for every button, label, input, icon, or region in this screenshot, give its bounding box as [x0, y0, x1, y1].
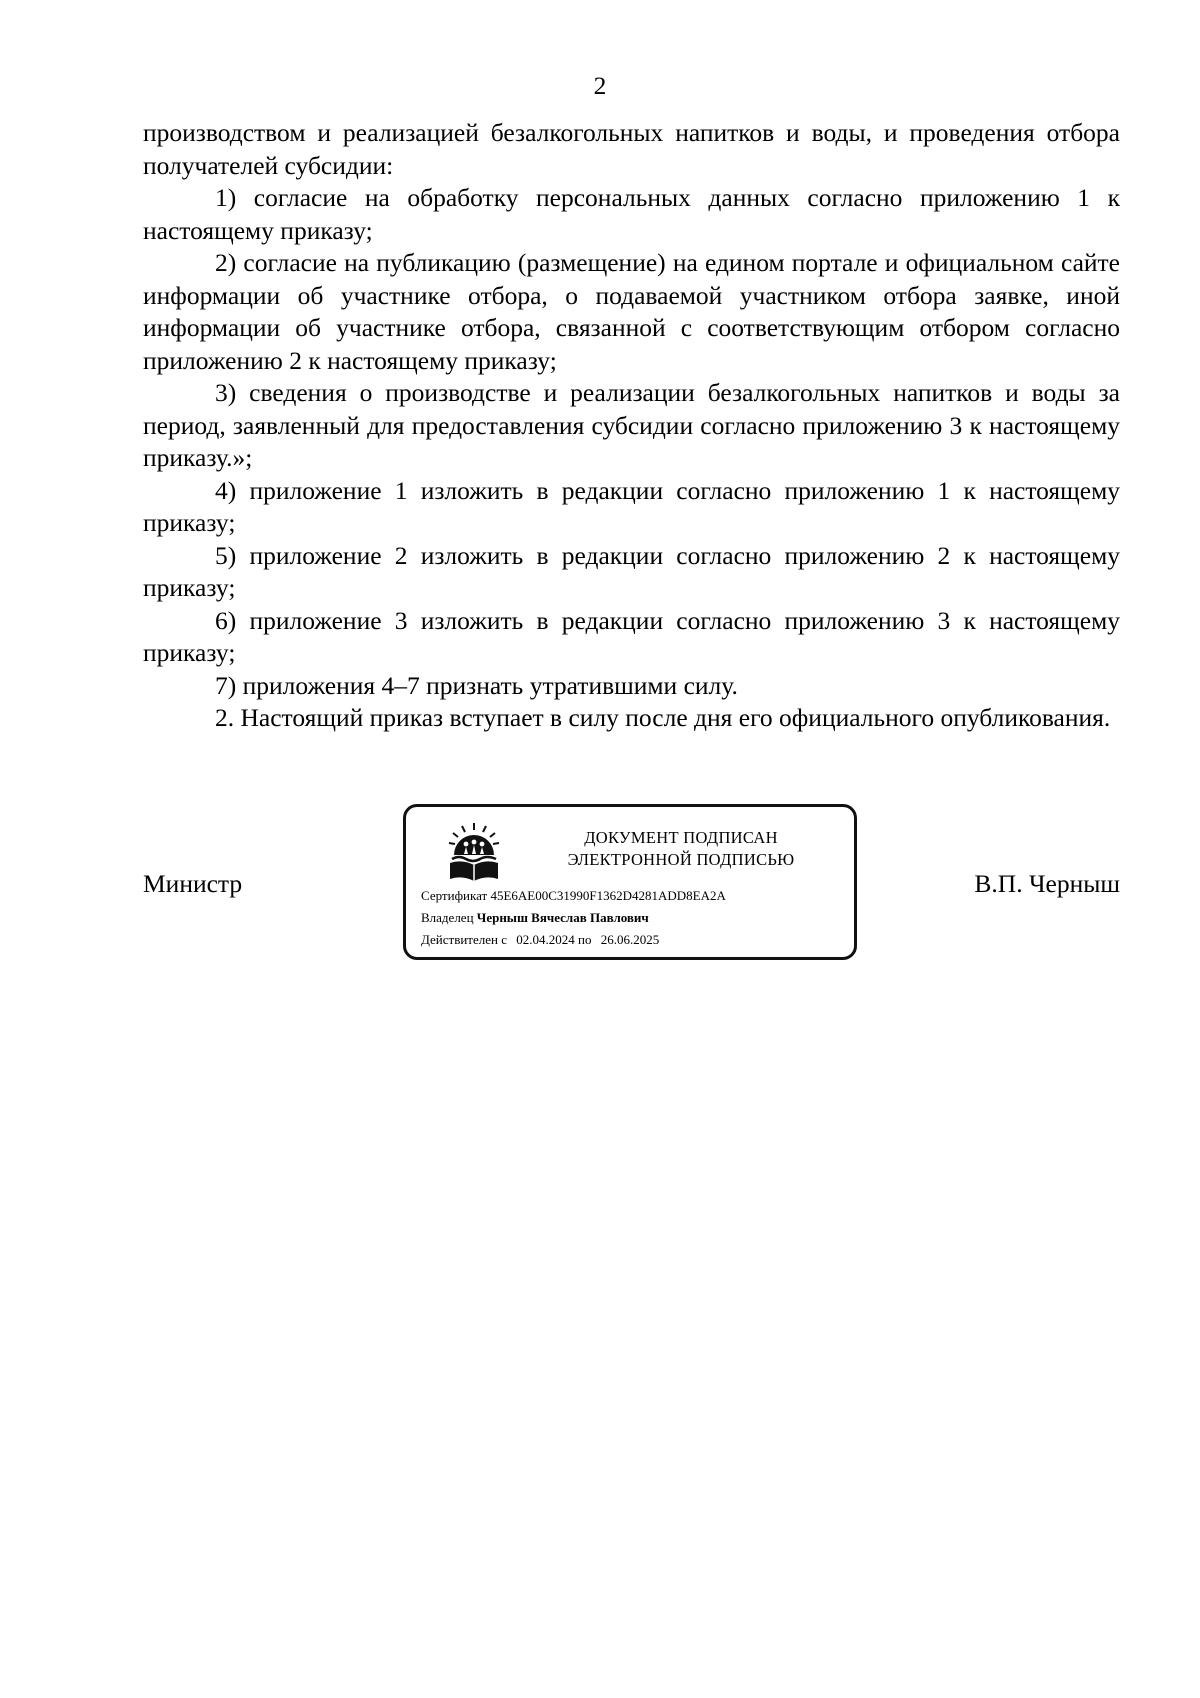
- paragraph: 6) приложение 3 изложить в редакции согласно приложению 3 к настоящему приказу;: [143, 605, 1120, 667]
- valid-label: Действителен с: [421, 932, 507, 947]
- stamp-title-line: ДОКУМЕНТ ПОДПИСАН: [584, 828, 778, 847]
- owner-label: Владелец: [421, 910, 474, 925]
- document-body: [143, 117, 1120, 735]
- owner-line: [421, 907, 851, 929]
- signature-block: [143, 804, 1120, 964]
- page-number: 2: [593, 71, 607, 100]
- valid-to: 26.06.2025: [600, 932, 660, 947]
- certificate-value: 45E6AE00C31990F1362D4281ADD8EA2A: [490, 888, 726, 903]
- paragraph: 7) приложения 4–7 признать утратившими силу.: [215, 670, 738, 700]
- valid-from: 02.04.2024: [516, 932, 575, 947]
- validity-line: [421, 929, 851, 951]
- coat-of-arms-icon: [444, 821, 504, 883]
- paragraph: 3) сведения о производстве и реализации безалкогольных напитков и воды за период, заявленный для предоставления субсидии согласно приложению 3 к настоящему приказу.»;: [143, 378, 1120, 472]
- paragraph: 4) приложение 1 изложить в редакции согласно приложению 1 к настоящему приказу;: [143, 475, 1120, 537]
- certificate-line: [421, 885, 851, 907]
- valid-to-label: по: [578, 932, 592, 947]
- paragraph: 1) согласие на обработку персональных данных согласно приложению 1 к настоящему приказу;: [143, 183, 1120, 245]
- paragraph: производством и реализацией безалкогольных напитков и воды, и проведения отбора получателей субсидии:: [143, 118, 1120, 180]
- certificate-label: Сертификат: [421, 888, 488, 903]
- paragraph: 2) согласие на публикацию (размещение) на едином портале и официальном сайте информации об участнике отбора, о подаваемой участником отбора заявке, иной информации об участнике отбора, связанной с соответствующим отбором согласно приложению 2 к настоящему приказу;: [143, 248, 1120, 375]
- paragraph: 5) приложение 2 изложить в редакции согласно приложению 2 к настоящему приказу;: [143, 540, 1120, 602]
- signer-role: Министр: [143, 869, 243, 898]
- paragraph: 2. Настоящий приказ вступает в силу после дня его официального опубликования.: [215, 703, 1111, 732]
- electronic-signature-stamp: [403, 804, 857, 960]
- stamp-details: [421, 885, 851, 951]
- stamp-title-line: ЭЛЕКТРОННОЙ ПОДПИСЬЮ: [567, 850, 795, 869]
- signer-name: В.П. Черныш: [974, 869, 1120, 898]
- owner-value: Черныш Вячеслав Павлович: [476, 910, 649, 925]
- stamp-title: [516, 827, 846, 871]
